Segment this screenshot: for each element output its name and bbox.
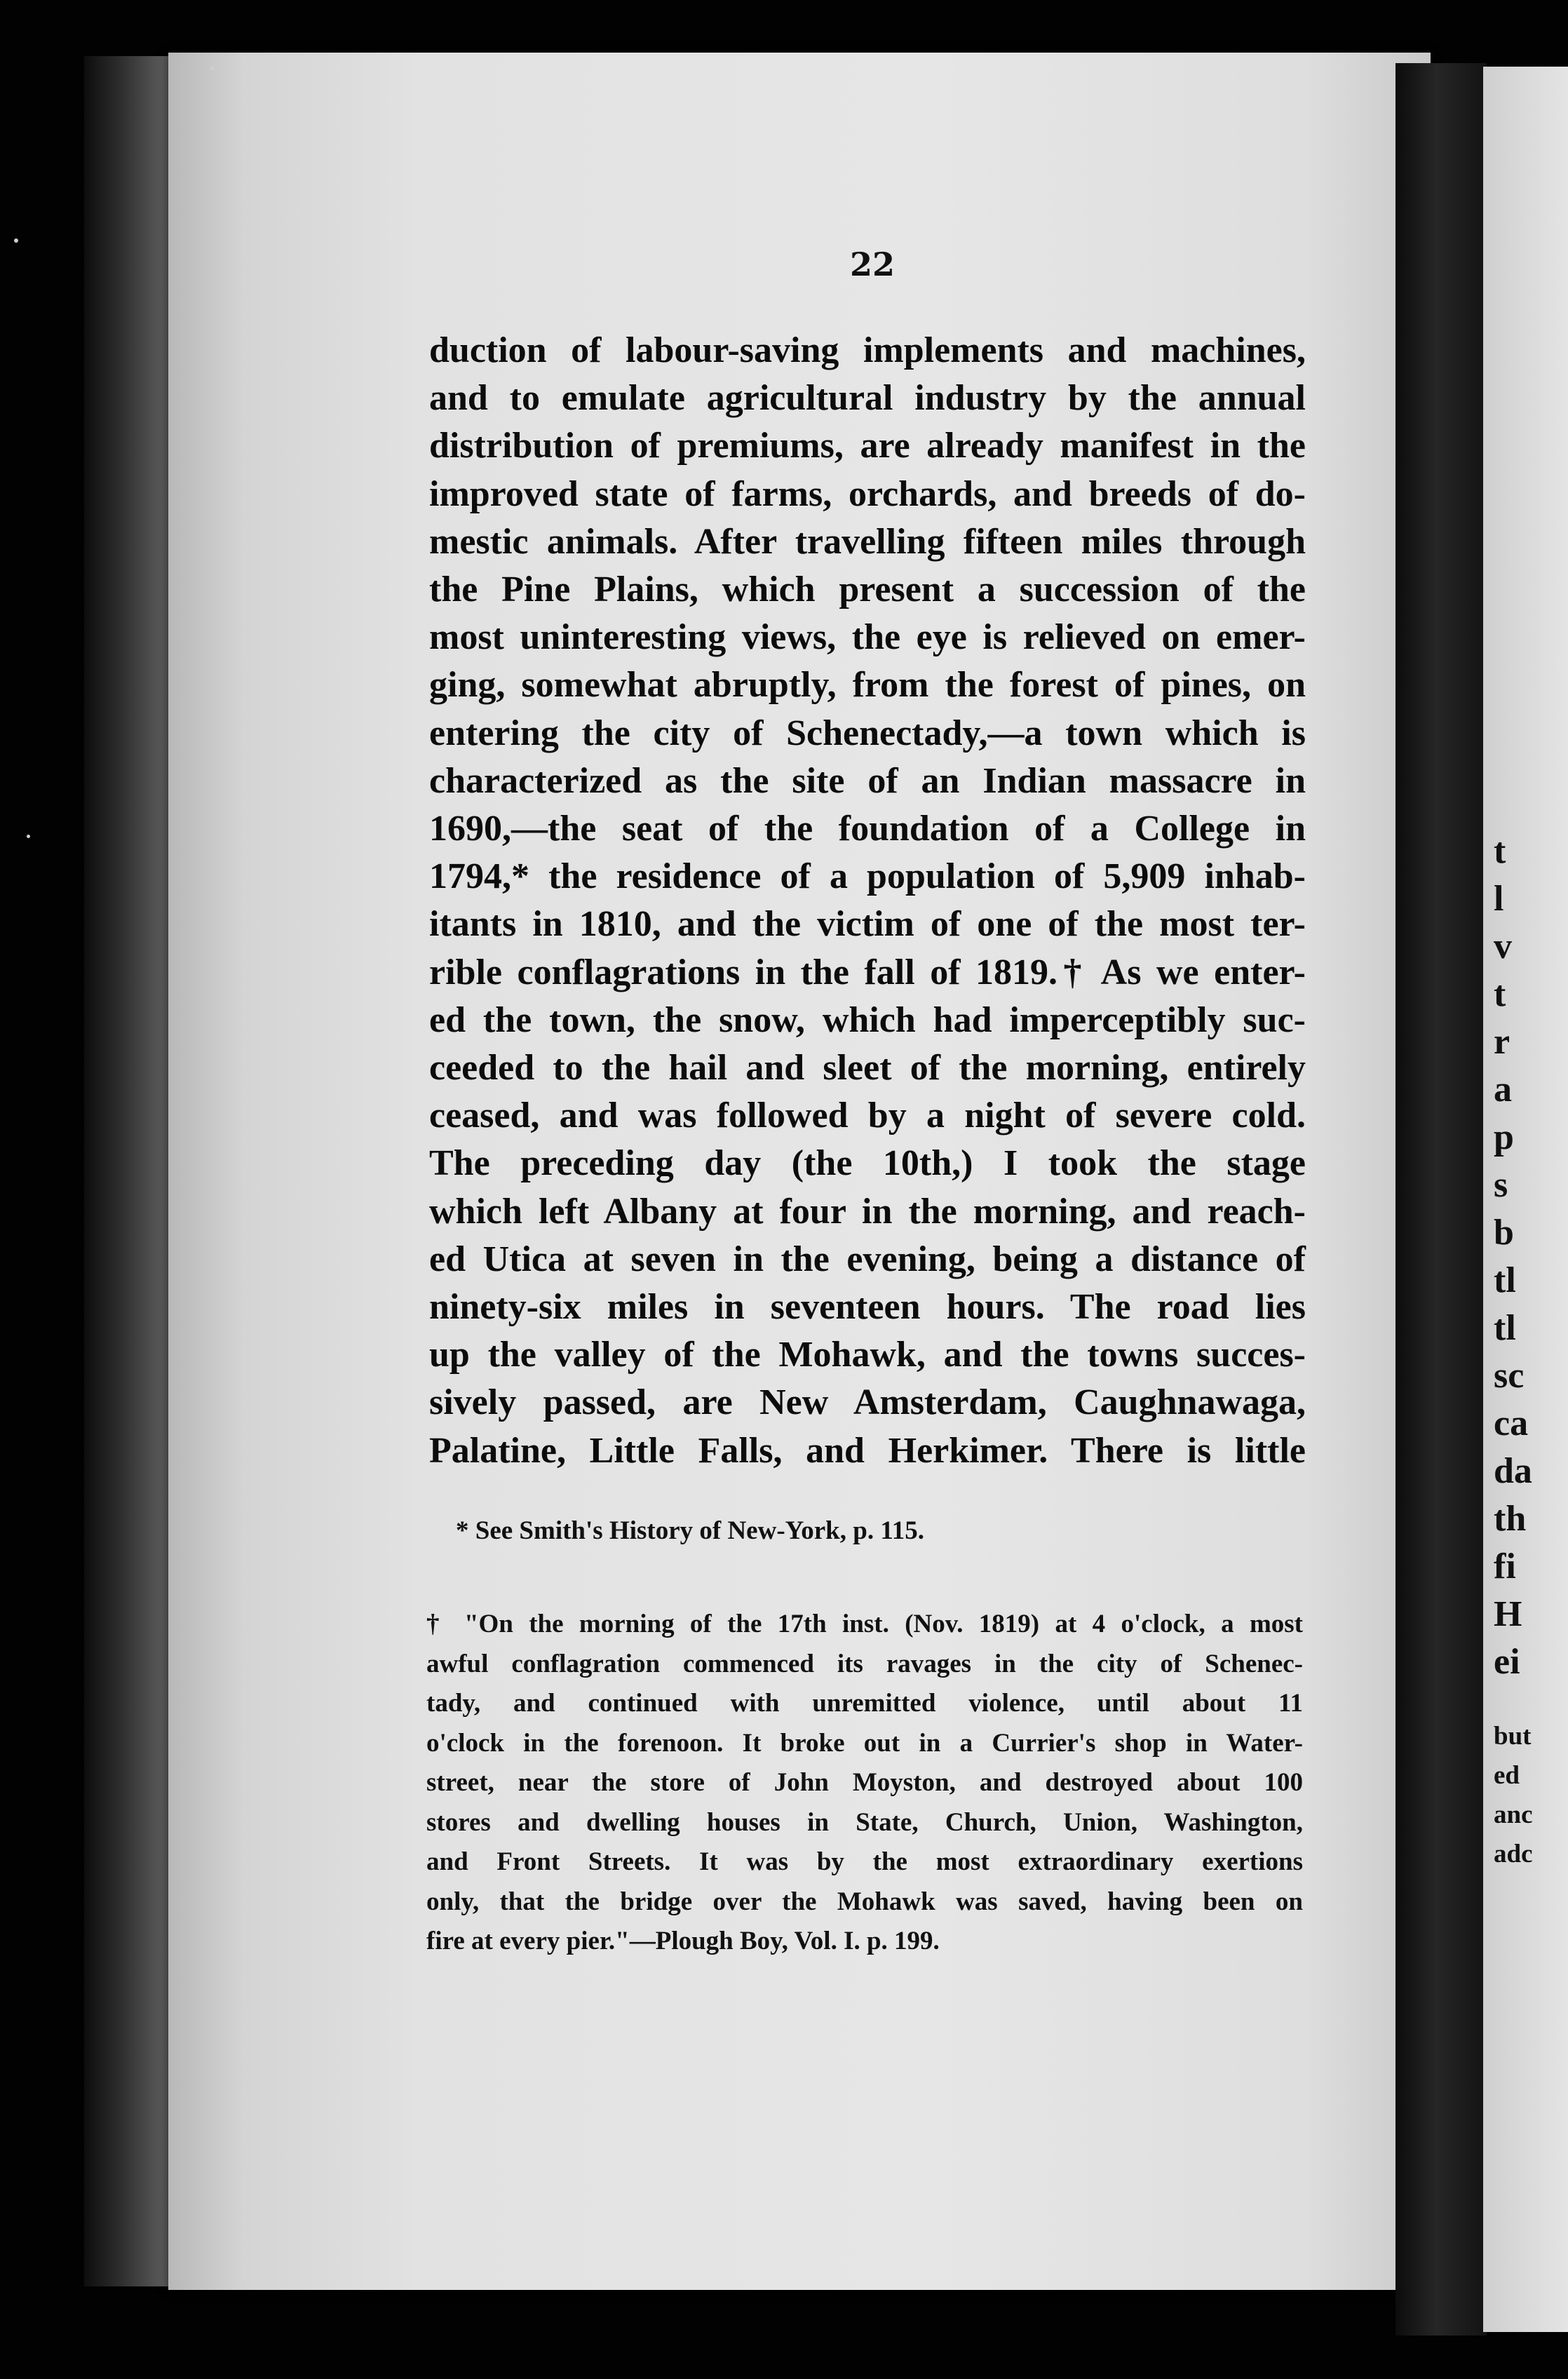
body-line: distribution of premiums, are already manifest in the	[429, 426, 1306, 466]
body-line: duction of labour-saving implements and machines,	[429, 330, 1306, 370]
footnote-conflagration	[426, 1605, 1303, 1962]
adjacent-fragment: tl	[1494, 1308, 1516, 1348]
footnote-line: only, that the bridge over the Mohawk was saved, having been on	[426, 1887, 1303, 1916]
adjacent-fragment: fi	[1494, 1546, 1516, 1586]
footnote-line: o'clock in the forenoon. It broke out in a Currier's shop in Water-	[426, 1728, 1303, 1758]
body-line: rible conflagrations in the fall of 1819.† As we enter-	[429, 952, 1306, 992]
body-line: improved state of farms, orchards, and breeds of do-	[429, 473, 1306, 514]
adjacent-fragment: sc	[1494, 1356, 1525, 1396]
body-line: 1690,—the seat of the foundation of a College in	[429, 809, 1306, 849]
adjacent-fragment: b	[1494, 1213, 1514, 1253]
book-left-edge	[84, 56, 182, 2286]
body-line: 1794,* the residence of a population of 5,909 inhab-	[429, 856, 1306, 897]
page-number: 22	[849, 245, 895, 283]
body-line: ceeded to the hail and sleet of the morning, entirely	[429, 1048, 1306, 1089]
body-line: Palatine, Little Falls, and Herkimer. There is little	[429, 1430, 1306, 1471]
footnote-smith-history: * See Smith's History of New-York, p. 115.	[456, 1516, 925, 1545]
adjacent-fragment: r	[1494, 1022, 1510, 1062]
adjacent-fragment: H	[1494, 1594, 1522, 1634]
footnote-line: tady, and continued with unremitted violence, until about 11	[426, 1689, 1303, 1718]
adjacent-fragment: p	[1494, 1117, 1514, 1157]
footnote-line: street, near the store of John Moyston, and destroyed about 100	[426, 1768, 1303, 1797]
adjacent-footnote-fragment: but	[1494, 1722, 1532, 1751]
adjacent-footnote-fragment: adc	[1494, 1840, 1533, 1868]
body-line: mestic animals. After travelling fifteen miles through	[429, 521, 1306, 562]
body-line: ceased, and was followed by a night of severe cold.	[429, 1096, 1306, 1136]
footnote-line: stores and dwelling houses in State, Church, Union, Washington,	[426, 1807, 1303, 1837]
body-line: The preceding day (the 10th,) I took the stage	[429, 1143, 1306, 1184]
body-text	[429, 327, 1306, 1475]
adjacent-fragment: ei	[1494, 1642, 1520, 1682]
adjacent-footnote-fragment: ed	[1494, 1761, 1520, 1790]
adjacent-fragment: a	[1494, 1070, 1512, 1110]
body-line: entering the city of Schenectady,—a town which is	[429, 713, 1306, 753]
body-line: ed Utica at seven in the evening, being a distance of	[429, 1239, 1306, 1279]
body-line: the Pine Plains, which present a succession of the	[429, 570, 1306, 610]
adjacent-fragment: t	[1494, 974, 1506, 1014]
paper-speck	[210, 67, 214, 70]
adjacent-fragment: l	[1494, 879, 1504, 919]
body-line: most uninteresting views, the eye is relieved on emer-	[429, 617, 1306, 658]
footnote-line: and Front Streets. It was by the most extraordinary exertions	[426, 1847, 1303, 1876]
body-line: ging, somewhat abruptly, from the forest of pines, on	[429, 665, 1306, 706]
book-gutter	[1395, 63, 1487, 2336]
body-line: itants in 1810, and the victim of one of the most ter-	[429, 904, 1306, 945]
body-line: which left Albany at four in the morning, and reach-	[429, 1191, 1306, 1232]
footnote-line: fire at every pier."—Plough Boy, Vol. I. p. 199.	[426, 1927, 940, 1955]
footnote-line: † "On the morning of the 17th inst. (Nov. 1819) at 4 o'clock, a most	[426, 1610, 1303, 1638]
body-line: ed the town, the snow, which had imperceptibly suc-	[429, 999, 1306, 1040]
adjacent-fragment: ca	[1494, 1403, 1529, 1443]
adjacent-fragment: tl	[1494, 1260, 1516, 1300]
adjacent-footnote-fragment: anc	[1494, 1800, 1533, 1829]
adjacent-page-text	[1494, 828, 1568, 1874]
adjacent-fragment: th	[1494, 1499, 1527, 1539]
body-line: ninety-six miles in seventeen hours. The road lies	[429, 1287, 1306, 1328]
adjacent-fragment: v	[1494, 926, 1512, 966]
paper-speck	[27, 835, 30, 838]
footnote-line: awful conflagration commenced its ravages in the city of Schenec-	[426, 1649, 1303, 1678]
adjacent-gap	[1494, 1686, 1568, 1717]
body-line: up the valley of the Mohawk, and the towns succes-	[429, 1335, 1306, 1375]
adjacent-fragment: t	[1494, 831, 1506, 871]
paper-speck	[14, 238, 18, 243]
body-line: characterized as the site of an Indian massacre in	[429, 760, 1306, 801]
body-line: sively passed, are New Amsterdam, Caughnawaga,	[429, 1382, 1306, 1423]
adjacent-fragment: s	[1494, 1165, 1508, 1205]
body-line: and to emulate agricultural industry by the annual	[429, 378, 1306, 419]
adjacent-fragment: da	[1494, 1451, 1532, 1491]
